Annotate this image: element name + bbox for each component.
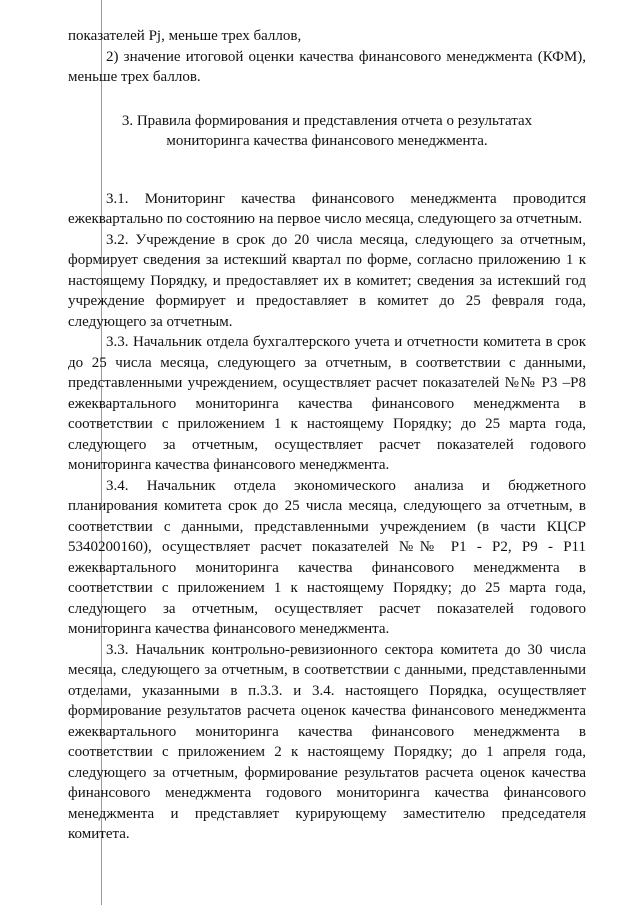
- paragraph-3-2: 3.2. Учреждение в срок до 20 числа месяца, следующего за отчетным, формирует сведения за истекший квартал по форме, согласно приложению 1 к настоящему Порядку, и предоставляет их в комитет; сведения за истекший год учреждение формирует и предоставляет в комитет до 25 февраля года, следующего за отчетным.: [68, 231, 586, 330]
- list-item-2: 2) значение итоговой оценки качества финансового менеджмента (КФМ), меньше трех баллов.: [68, 48, 586, 85]
- intro-line: показателей Pj, меньше трех баллов,: [68, 28, 302, 44]
- section-heading-line2: мониторинга качества финансового менеджмента.: [166, 133, 488, 149]
- paragraph-3-1: 3.1. Мониторинг качества финансового менеджмента проводится ежеквартально по состоянию на первое число месяца, следующего за отчетным.: [68, 190, 586, 227]
- paragraph-3-4: 3.4. Начальник отдела экономического анализа и бюджетного планирования комитета срок до 25 числа месяца, следующего за отчетным, в соответствии с данными, представленными учреждением (в части КЦСР 5340200160), осуществляет расчет показателей №№ P1 - P2, P9 - P11 ежеквартального мониторинга качества финансового менеджмента в соответствии с приложением 1 к настоящему Порядку; до 25 марта года, следующего за отчетным, осуществляет расчет показателей годового мониторинга качества финансового менеджмента.: [68, 477, 586, 637]
- paragraph-3-3: 3.3. Начальник отдела бухгалтерского учета и отчетности комитета в срок до 25 числа месяца, следующего за отчетным, в соответствии с данными, представленными учреждением, осуществляет расчет показателей №№ P3 –P8 ежеквартального мониторинга качества финансового менеджмента в соответствии с приложением 1 к настоящему Порядку; до 25 марта года, следующего за отчетным, осуществляет расчет показателей годового мониторинга качества финансового менеджмента.: [68, 334, 586, 473]
- paragraph-3-3-second: 3.3. Начальник контрольно-ревизионного сектора комитета до 30 числа месяца, следующего за отчетным, в соответствии с данными, представленными отделами, указанными в п.3.3. и 3.4. настоящего Порядка, осуществляет формирование результатов расчета оценок качества финансового менеджмента ежеквартального мониторинга качества финансового менеджмента в соответствии с приложением 2 к настоящему Порядку; до 1 апреля года, следующего за отчетным, формирование результатов расчета оценок качества финансового менеджмента годового мониторинга качества финансового менеджмента и представляет курирующему заместителю председателя комитета.: [68, 641, 586, 842]
- section-heading-line1: 3. Правила формирования и представления отчета о результатах: [121, 112, 533, 129]
- document-body: [68, 26, 586, 845]
- section-heading: [68, 111, 586, 152]
